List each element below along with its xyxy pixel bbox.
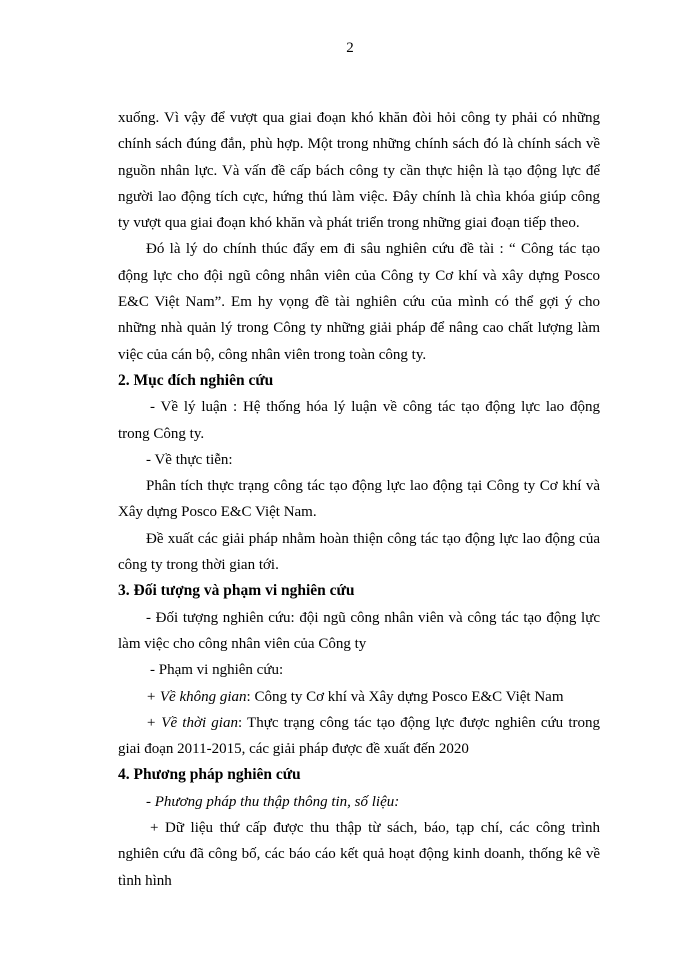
research-scope: - Phạm vi nghiên cứu:: [150, 662, 284, 679]
section-3-heading: 3. Đối tượng và phạm vi nghiên cứu: [118, 582, 355, 600]
page-number: 2: [346, 40, 354, 56]
paragraph-intro-continued: xuống. Vì vậy để vượt qua giai đoạn khó khăn đòi hỏi công ty phải có những chính sách đúng đắn, phù hợp. Một trong những chính sách đó là chính sách về nguồn nhân lực. Và vấn đề cấp bách công ty cần thực hiện là tạo động lực để người lao động tích cực, hứng thú làm việc. Đây chính là chìa khóa giúp công ty vượt qua giai đoạn khó khăn và phát triển trong những giai đoạn tiếp theo.: [118, 110, 600, 232]
scope-time: [118, 710, 600, 763]
paragraph-reason: Đó là lý do chính thúc đẩy em đi sâu nghiên cứu đề tài : “ Công tác tạo động lực cho đội ngũ công nhân viên của Công ty Cơ khí và xây dựng Posco E&C Việt Nam”. Em hy vọng đề tài nghiên cứu của mình có thể gợi ý cho những nhà quản lý trong Công ty những giải pháp để nâng cao chất lượng làm việc của cán bộ, công nhân viên trong toàn công ty.: [118, 241, 600, 363]
secondary-data: + Dữ liệu thứ cấp được thu thập từ sách, báo, tạp chí, các công trình nghiên cứu đã công bố, các báo cáo kết quả hoạt động kinh doanh, thống kê về tình hình: [118, 820, 600, 889]
research-object: - Đối tượng nghiên cứu: đội ngũ công nhân viên và công tác tạo động lực làm việc cho công nhân viên của Công ty: [118, 609, 600, 652]
scope-space-text: : Công ty Cơ khí và Xây dựng Posco E&C Việt Nam: [246, 688, 564, 705]
scope-time-text: : Thực trạng công tác tạo động lực được nghiên cứu trong giai đoạn 2011-2015, các giải pháp được đề xuất đến 2020: [118, 714, 600, 758]
document-body: [118, 105, 600, 894]
scope-space-label: + Về không gian: [146, 688, 247, 705]
section-4-heading: 4. Phương pháp nghiên cứu: [118, 766, 301, 784]
method-data-collection: - Phương pháp thu thập thông tin, số liệu:: [146, 793, 400, 810]
purpose-practice: - Về thực tiễn:: [146, 451, 233, 468]
scope-space: [118, 684, 600, 710]
section-2-heading: 2. Mục đích nghiên cứu: [118, 371, 274, 389]
purpose-proposal: Đề xuất các giải pháp nhằm hoàn thiện công tác tạo động lực lao động của công ty trong thời gian tới.: [118, 530, 600, 574]
scope-time-label: + Về thời gian: [146, 714, 238, 731]
purpose-analysis: Phân tích thực trạng công tác tạo động lực lao động tại Công ty Cơ khí và Xây dựng Posco E&C Việt Nam.: [118, 478, 600, 521]
purpose-theory: - Về lý luận : Hệ thống hóa lý luận về công tác tạo động lực lao động trong Công ty.: [118, 399, 600, 442]
